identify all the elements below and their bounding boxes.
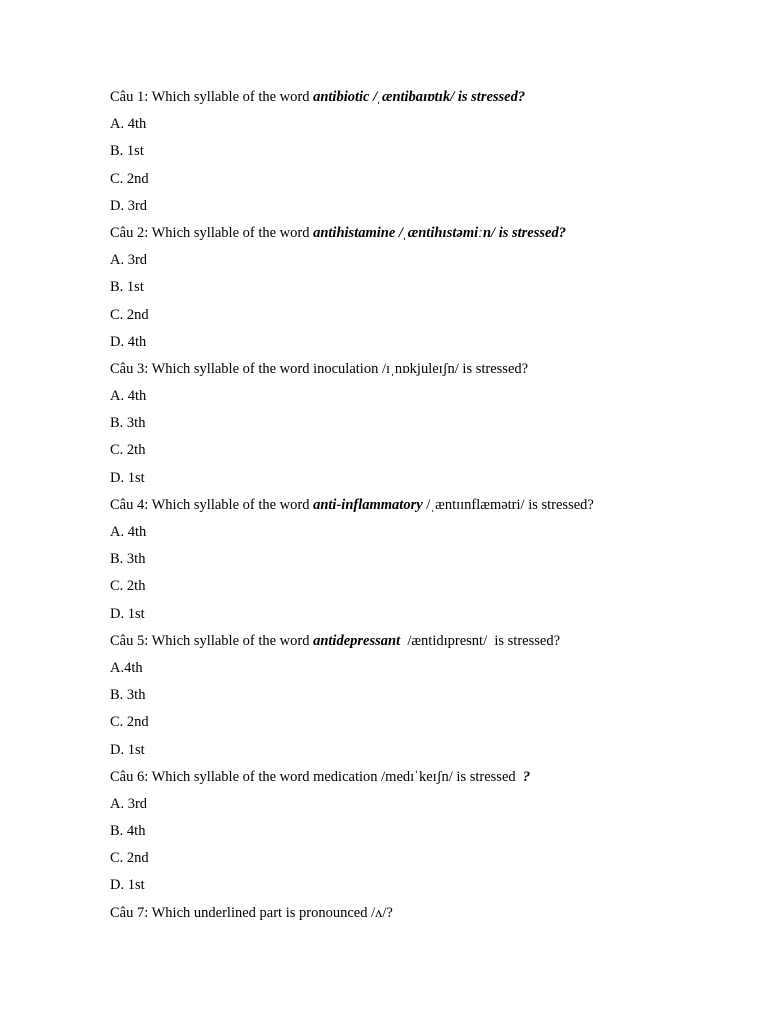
question-3-option-d: D. 1st [110,469,145,486]
question-4-option-b: B. 3th [110,551,146,568]
question-6-option-b: B. 4th [110,823,146,840]
question-7: Câu 7: Which underlined part is pronounced /ʌ/? [110,904,393,921]
question-1-text: Câu 1: Which syllable of the word [110,89,314,105]
question-2-option-b: B. 1st [110,279,144,296]
question-6-text: Câu 6: Which syllable of the word medication /medɪˈkeɪʃn/ is stressed [110,768,523,785]
question-4-option-a: A. 4th [110,524,147,540]
question-3-option-c: C. 2th [110,442,146,459]
question-6-option-c: C. 2nd [110,850,149,867]
question-5-emphasis: antidepressant [313,632,401,649]
question-6 [110,764,730,791]
question-2-option-a: A. 3rd [110,252,148,269]
question-4 [110,492,730,519]
question-5-option-d: D. 1st [110,741,145,758]
question-1-option-d: D. 3rd [110,197,148,214]
question-3-text: Câu 3: Which syllable of the word inoculation /ɪˌnɒkjuleɪʃn/ is stressed? [110,360,529,377]
question-1-emphasis: antibiotic /ˌæntibaɪɒtɪk/ is stressed? [313,89,526,105]
question-6-option-d: D. 1st [110,877,145,894]
question-5-option-c: C. 2nd [110,714,149,731]
question-3-option-b: B. 3th [110,415,146,432]
question-2-emphasis: antihistamine /ˌæntihɪstəmiːn/ is stressed? [313,224,566,241]
question-2-option-d: D. 4th [110,333,147,350]
question-2 [110,220,730,247]
question-3-option-a: A. 4th [110,388,147,405]
question-2-option-c: C. 2nd [110,306,149,323]
question-2-text: Câu 2: Which syllable of the word [110,224,314,241]
question-1 [110,84,730,111]
question-1-option-b: B. 1st [110,143,144,160]
question-4-text: Câu 4: Which syllable of the word [110,496,314,513]
question-6-option-a: A. 3rd [110,795,148,812]
question-4-option-d: D. 1st [110,605,145,622]
question-5-suffix: /æntidɪpresnt/ is stressed? [400,632,560,649]
question-4-suffix: /ˌæntɪɪnflæmətri/ is stressed? [422,496,594,513]
question-3 [110,356,730,383]
question-5-option-b: B. 3th [110,687,146,704]
question-5 [110,628,730,655]
question-1-option-a: A. 4th [110,116,147,133]
question-list [110,84,730,927]
question-6-emphasis: ? [522,768,531,785]
question-5-text: Câu 5: Which syllable of the word [110,632,314,649]
question-5-option-a: A.4th [110,659,143,676]
question-1-option-c: C. 2nd [110,170,149,187]
question-4-emphasis: anti-inflammatory [313,496,423,513]
question-4-option-c: C. 2th [110,578,146,595]
